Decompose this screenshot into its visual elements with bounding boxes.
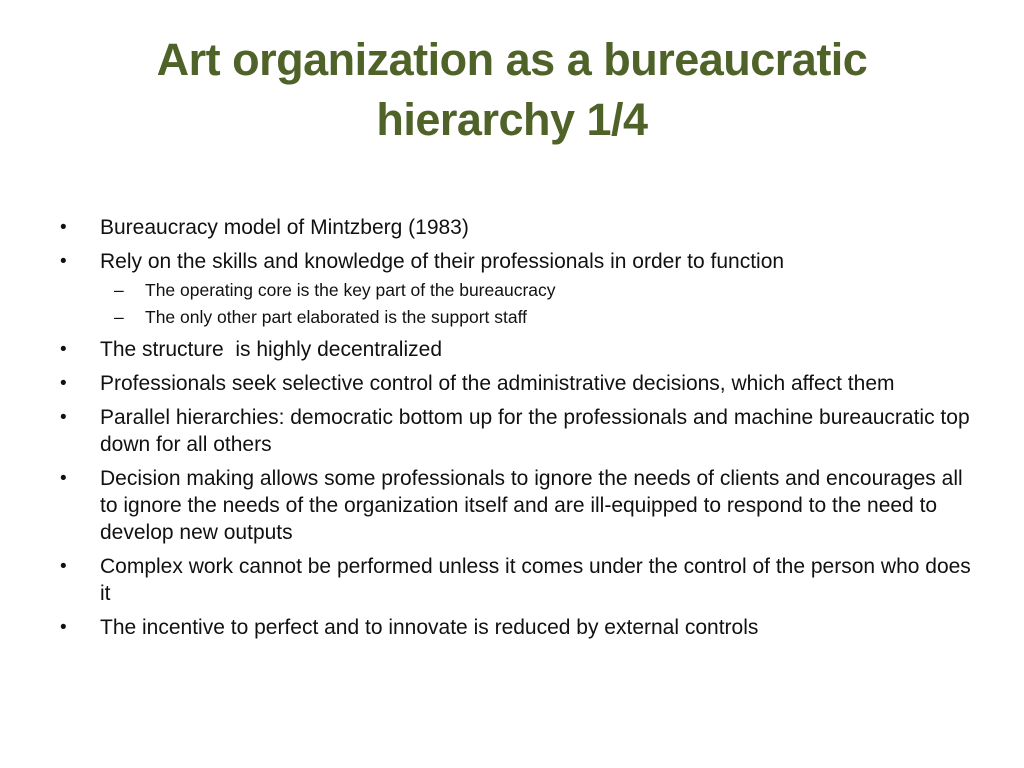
bullet-item (56, 404, 976, 458)
bullet-icon: • (60, 373, 67, 394)
bullet-text: Bureaucracy model of Mintzberg (1983) (100, 216, 469, 239)
bullet-item (56, 614, 976, 641)
bullet-text: Complex work cannot be performed unless it comes under the control of the person who does it (100, 555, 971, 605)
bullet-text: Rely on the skills and knowledge of their professionals in order to function (100, 250, 785, 273)
bullet-icon: • (60, 556, 67, 577)
bullet-text: Decision making allows some professionals to ignore the needs of clients and encourages all to ignore the needs of the organization itself and are ill-equipped to respond to the need to develop new outputs (100, 467, 963, 544)
slide-title-line-1: Art organization as a bureaucratic (156, 34, 868, 85)
sub-bullet-text: The only other part elaborated is the support staff (145, 307, 527, 327)
bullet-icon: • (60, 339, 67, 360)
bullet-item (56, 370, 976, 397)
bullet-icon: • (60, 217, 67, 238)
sub-bullet-text: The operating core is the key part of the bureaucracy (145, 280, 556, 300)
bullet-text: Parallel hierarchies: democratic bottom up for the professionals and machine bureaucratic top down for all others (100, 406, 970, 456)
bullet-list (56, 214, 976, 641)
bullet-icon: • (60, 468, 67, 489)
bullet-item (56, 248, 976, 275)
bullet-item (56, 553, 976, 607)
bullet-icon: • (60, 407, 67, 428)
slide-title-line-2: hierarchy 1/4 (376, 94, 648, 145)
dash-icon: – (114, 280, 124, 300)
bullet-item (56, 214, 976, 241)
bullet-item (56, 465, 976, 546)
bullet-text: The incentive to perfect and to innovate is reduced by external controls (100, 616, 759, 639)
bullet-icon: • (60, 617, 67, 638)
bullet-text: Professionals seek selective control of the administrative decisions, which affect them (100, 372, 895, 395)
bullet-icon: • (60, 251, 67, 272)
sub-bullet-item (56, 305, 976, 329)
bullet-text: The structure is highly decentralized (100, 338, 442, 361)
sub-bullet-item (56, 278, 976, 302)
slide-title (60, 30, 964, 150)
dash-icon: – (114, 307, 124, 327)
bullet-item (56, 336, 976, 363)
